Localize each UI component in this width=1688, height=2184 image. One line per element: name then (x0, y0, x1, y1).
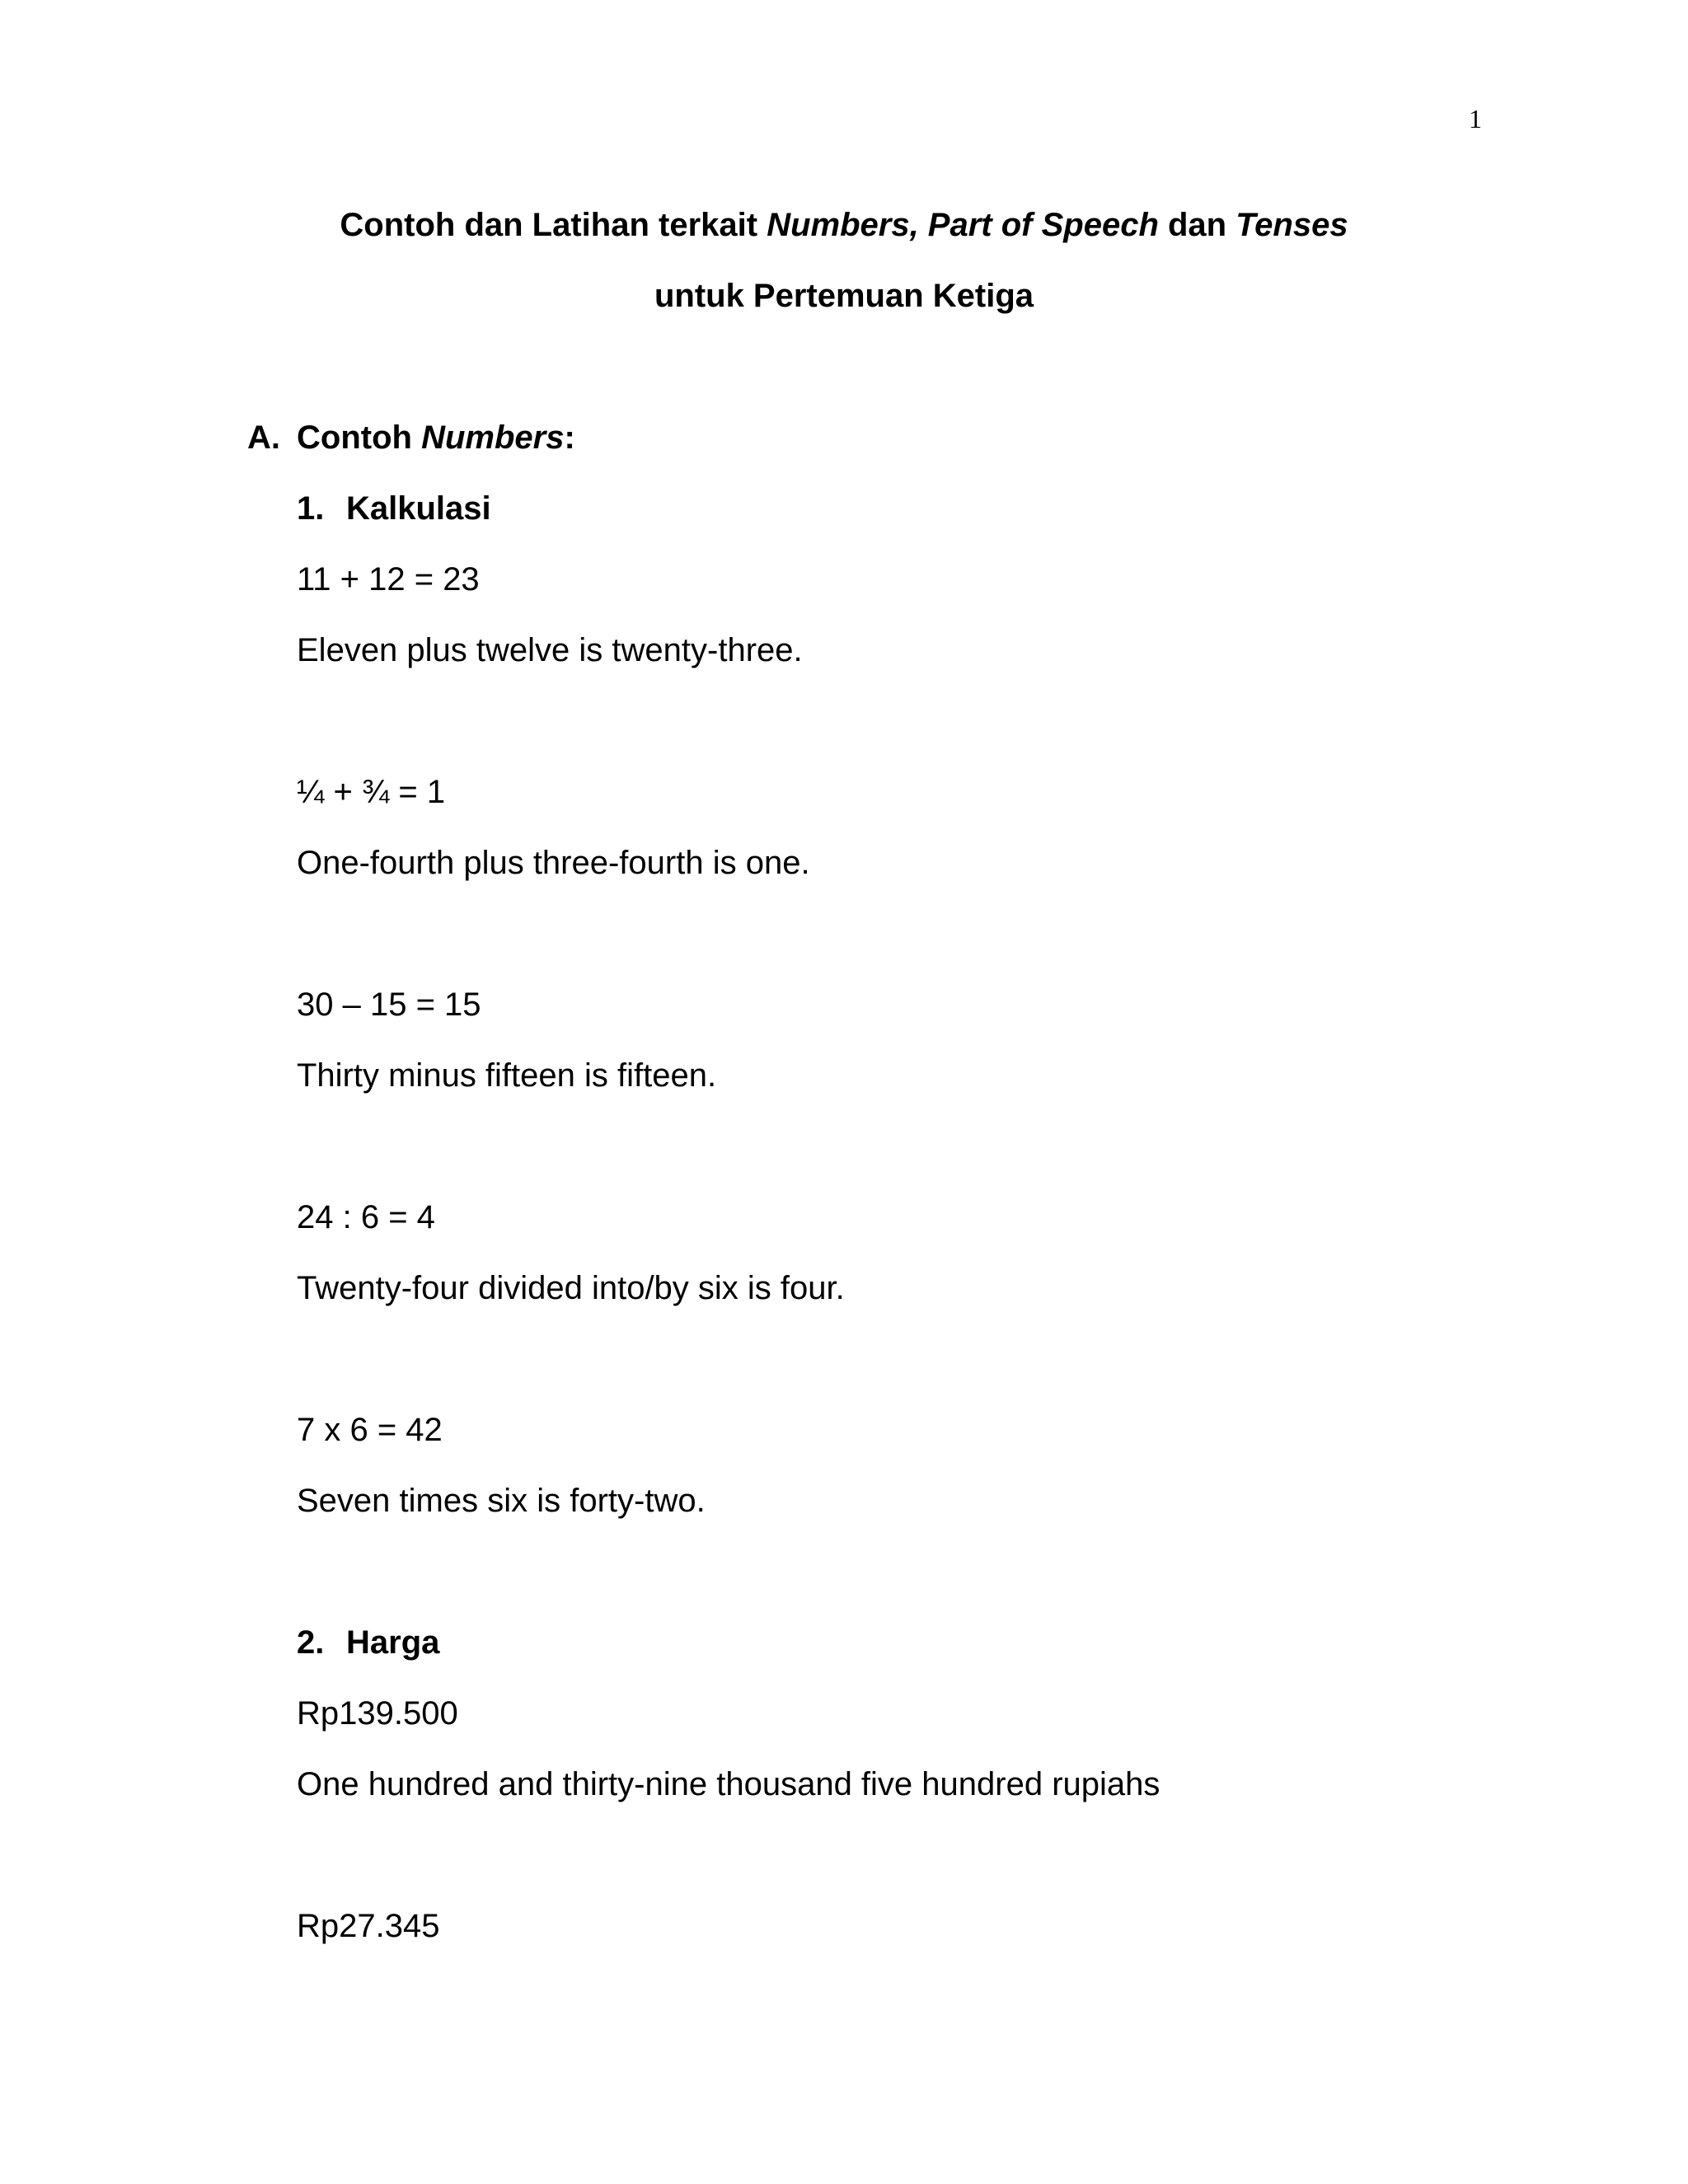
subsection-2-number: 2. (297, 1624, 325, 1661)
calculation-expression: 30 – 15 = 15 (297, 987, 481, 1023)
section-a-heading (247, 419, 575, 457)
calculation-expression: 24 : 6 = 4 (297, 1199, 435, 1235)
calculation-words: Thirty minus fifteen is fifteen. (297, 1057, 717, 1094)
calculation-words: Seven times six is forty-two. (297, 1483, 706, 1519)
price-words: One hundred and thirty-nine thousand five hundred rupiahs (297, 1766, 1160, 1802)
calculation-expression: 7 x 6 = 42 (297, 1412, 443, 1448)
section-a-text: Contoh (297, 419, 422, 456)
subsection-1-number: 1. (297, 490, 325, 527)
document-title (0, 206, 1688, 244)
price-amount: Rp27.345 (297, 1908, 440, 1944)
price-amount: Rp139.500 (297, 1695, 458, 1732)
page-number: 1 (1469, 104, 1482, 134)
section-a-label: A. (247, 419, 280, 456)
subsection-2-heading (297, 1624, 439, 1661)
calculation-words: Twenty-four divided into/by six is four. (297, 1270, 845, 1306)
title-italic-part: Numbers, Part of Speech (767, 207, 1159, 243)
title-text-part: dan (1158, 207, 1236, 243)
subsection-1-heading (297, 490, 491, 527)
calculation-words: Eleven plus twelve is twenty-three. (297, 632, 803, 668)
section-a-colon: : (564, 419, 575, 456)
section-a-italic: Numbers (421, 419, 565, 456)
subsection-2-title: Harga (346, 1624, 440, 1661)
title-italic-part: Tenses (1236, 207, 1348, 243)
calculation-words: One-fourth plus three-fourth is one. (297, 845, 810, 881)
calculation-expression: 11 + 12 = 23 (297, 561, 480, 598)
title-text-part: Contoh dan Latihan terkait (340, 207, 767, 243)
subsection-1-title: Kalkulasi (346, 490, 491, 527)
calculation-expression: ¼ + ¾ = 1 (297, 774, 446, 810)
document-subtitle: untuk Pertemuan Ketiga (654, 278, 1034, 314)
